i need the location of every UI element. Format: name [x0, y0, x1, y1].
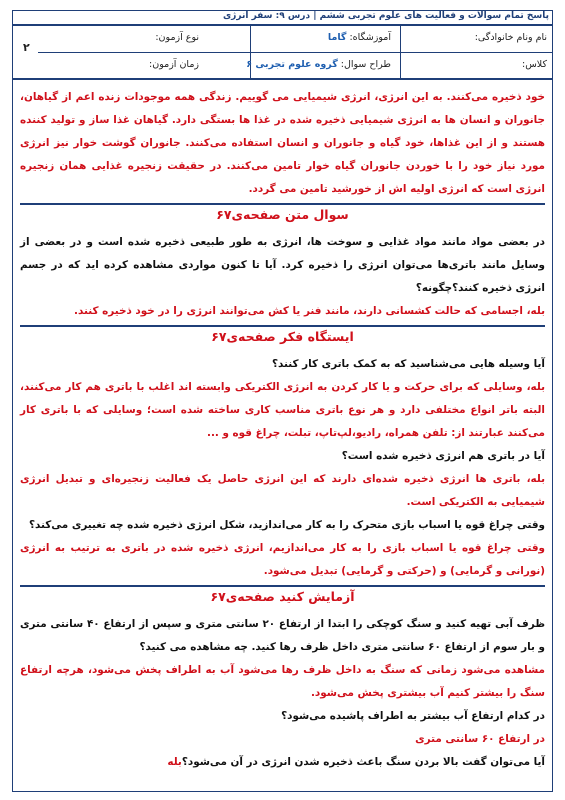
answer-text: در ارتفاع ۶۰ سانتی متری [415, 733, 545, 745]
section-title: ایستگاه فکر صفحه‌ی۶۷ [211, 329, 354, 344]
answer-text: وقتی چراغ قوه یا اسباب بازی را به کار می‌اندازیم، انرژی ذخیره شده در باتری به ترتیب به انرژی (نورانی و گرمایی) و (حرکتی و گرمایی) تبدیل می‌شود. [20, 542, 545, 577]
question-text: آیا می‌توان گفت بالا بردن سنگ باعث ذخیره شدن انرژی در آن می‌شود؟ [181, 756, 545, 768]
section-divider [20, 325, 545, 327]
question-text: ظرف آبی تهیه کنید و سنگ کوچکی را ابتدا از ارتفاع ۲۰ سانتی متری و سپس از ارتفاع ۴۰ سانتی متری و بار سوم از ارتفاع ۶۰ سانتی متری داخل ظرف رها کنید. چه مشاهده می کنید؟ [20, 618, 545, 653]
section-divider [20, 585, 545, 587]
question-line [20, 751, 545, 774]
school-label: آموزشگاه: [349, 32, 391, 43]
name-label: نام ونام خانوادگی: [474, 32, 547, 43]
section-heading-text-question [20, 203, 545, 229]
document-header [12, 10, 553, 26]
school-value: گاما [327, 32, 347, 43]
question-text: آیا وسیله هایی می‌شناسید که به کمک باتری کار کنند؟ [271, 358, 545, 370]
page-number-box [12, 26, 38, 78]
question-text: آیا در باتری هم انرژی ذخیره شده است؟ [341, 450, 545, 462]
section-heading-think-station [20, 325, 545, 351]
designer-label: طراح سوال: [340, 59, 391, 70]
school-field [328, 32, 391, 43]
answer-text: بله، وسایلی که برای حرکت و یا کار کردن به انرژی الکتریکی وابسته اند اغلب با باتری هم کار می‌کنند، البته باتر انواع مختلفی دارد و هر نوع باتری مناسب کاری ساخته شده است؛ وسایلی که با باتری کار می‌کنند عبارتند از: تلفن همراه، رادیو،لپ‌تاپ، تبلت، چراغ قوه و ... [20, 381, 545, 439]
section-divider [20, 203, 545, 205]
question-text: در بعضی مواد مانند مواد غذایی و سوخت ها، انرژی به طور طبیعی ذخیره شده است و در بعضی از وسایل مانند باتری‌ها می‌توان انرژی را ذخیره کرد. آیا تا کنون مواردی مشاهده کرده اید که در جسم انرژی ذخیره کنند؟چگونه؟ [20, 236, 545, 294]
intro-paragraph: خود ذخیره می‌کنند. به این انرژی، انرژی شیمیایی می گوییم. زندگی همه موجودات زنده اعم از گیاهان، جانوران و انسان ها به انرژی شیمیایی ذخیره شده در غذا ها بستگی دارد. گیاهان غذا ساز و تولید کننده هستند و از این غذاها، خود گیاه و جانوران و انسان استفاده می‌کنند. جانوران گوشت خوار نیز انرژی مورد نیاز خود را با خوردن جانوران گیاه خوار تامین می‌کنند. در حقیقت زنجیره غذایی همان زنجیره انرژی است که انرژی اولیه اش از خورشید تامین می گردد. [20, 91, 545, 195]
section-title: آزمایش کنید صفحه‌ی۶۷ [210, 589, 355, 604]
question-text: وقتی چراغ قوه یا اسباب بازی متحرک را به کار می‌اندازید، شکل انرژی ذخیره شده چه تغییری می‌کند؟ [28, 519, 545, 531]
page-number: ۲ [23, 41, 30, 54]
row-divider [38, 52, 553, 53]
document-title: پاسخ تمام سوالات و فعالیت های علوم تجربی ششم | درس ۹: سفر انرژی [222, 11, 549, 21]
designer-value: گروه علوم تجربی ۶ [246, 59, 338, 70]
answer-text: بله [167, 756, 182, 768]
page-content [20, 86, 545, 774]
answer-text: بله، باتری ها انرژی ذخیره شده‌ای دارند که این انرژی حاصل یک فعالیت زنجیره‌ای و تبدیل انرژی شیمیایی به الکتریکی است. [20, 473, 545, 508]
exam-type-label: نوع آزمون: [155, 32, 199, 43]
class-label: کلاس: [522, 59, 547, 70]
section-title: سوال متن صفحه‌ی۶۷ [216, 207, 349, 222]
answer-text: مشاهده می‌شود زمانی که سنگ به داخل ظرف رها می‌شود آب به اطراف پخش می‌شود، هرچه ارتفاع سنگ را بیشتر کنیم آب بیشتری پخش می‌شود. [20, 664, 545, 699]
answer-text: بله، اجسامی که حالت کشسانی دارند، مانند فنر یا کش می‌توانند انرژی را در خود ذخیره کنند. [74, 305, 545, 317]
designer-field [246, 59, 391, 70]
question-text: در کدام ارتفاع آب بیشتر به اطراف پاشیده می‌شود؟ [281, 710, 545, 722]
section-heading-experiment [20, 585, 545, 611]
info-table [12, 26, 553, 80]
exam-time-label: زمان آزمون: [149, 59, 199, 70]
